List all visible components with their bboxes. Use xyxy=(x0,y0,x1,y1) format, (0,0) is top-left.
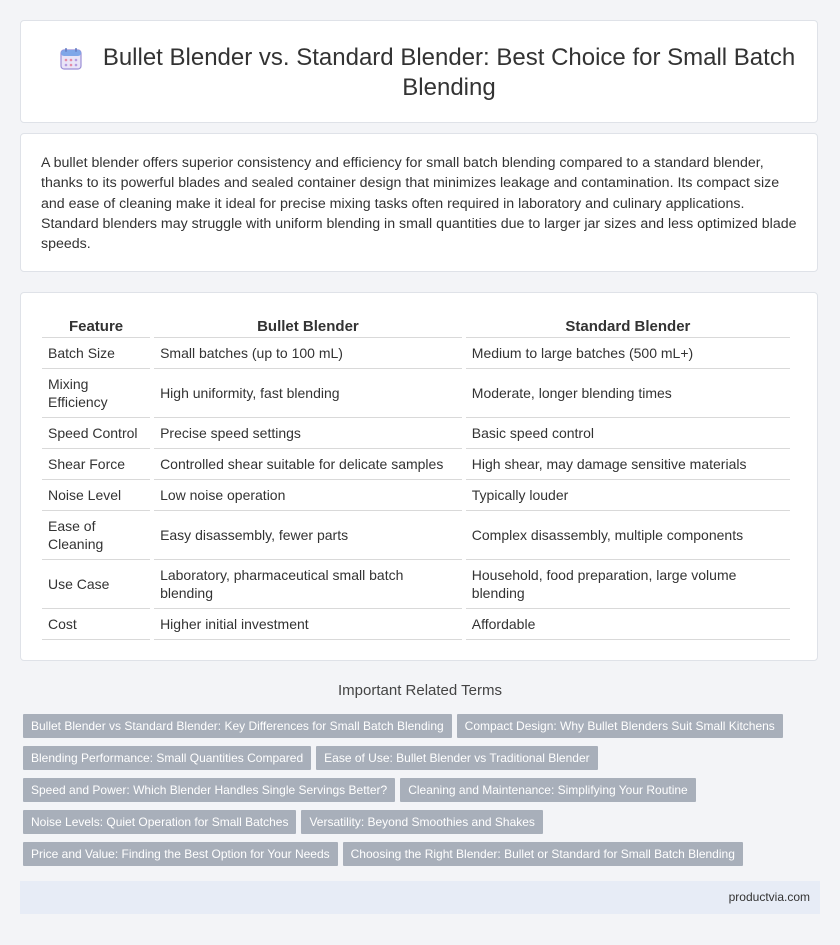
related-terms-title: Important Related Terms xyxy=(338,682,502,699)
comparison-table xyxy=(38,316,794,640)
footer-site-link[interactable]: productvia.com xyxy=(728,890,810,904)
standard-cell: Complex disassembly, multiple components xyxy=(466,511,790,560)
table-row xyxy=(42,338,790,369)
title-card xyxy=(20,20,818,123)
calendar-icon xyxy=(59,47,83,71)
feature-cell: Ease of Cleaning xyxy=(42,511,150,560)
table-row xyxy=(42,449,790,480)
bullet-cell: Controlled shear suitable for delicate samples xyxy=(154,449,462,480)
bullet-cell: Laboratory, pharmaceutical small batch blending xyxy=(154,560,462,609)
related-tag[interactable]: Cleaning and Maintenance: Simplifying Your Routine xyxy=(400,778,696,802)
table-row xyxy=(42,480,790,511)
bullet-cell: Precise speed settings xyxy=(154,418,462,449)
feature-cell: Shear Force xyxy=(42,449,150,480)
standard-cell: Typically louder xyxy=(466,480,790,511)
bullet-cell: High uniformity, fast blending xyxy=(154,369,462,418)
footer xyxy=(20,881,820,914)
table-row xyxy=(42,369,790,418)
page-title: Bullet Blender vs. Standard Blender: Best Choice for Small Batch Blending xyxy=(102,44,796,101)
related-tag[interactable]: Bullet Blender vs Standard Blender: Key Differences for Small Batch Blending xyxy=(23,714,452,738)
feature-cell: Noise Level xyxy=(42,480,150,511)
related-terms-tags xyxy=(23,714,803,874)
standard-cell: Basic speed control xyxy=(466,418,790,449)
standard-cell: High shear, may damage sensitive materials xyxy=(466,449,790,480)
feature-cell: Mixing Efficiency xyxy=(42,369,150,418)
related-tag[interactable]: Noise Levels: Quiet Operation for Small Batches xyxy=(23,810,296,834)
header-standard-blender: Standard Blender xyxy=(466,316,790,338)
bullet-cell: Easy disassembly, fewer parts xyxy=(154,511,462,560)
header-bullet-blender: Bullet Blender xyxy=(154,316,462,338)
related-tag[interactable]: Ease of Use: Bullet Blender vs Traditional Blender xyxy=(316,746,597,770)
table-row xyxy=(42,609,790,640)
standard-cell: Household, food preparation, large volume blending xyxy=(466,560,790,609)
intro-paragraph: A bullet blender offers superior consistency and efficiency for small batch blending compared to a standard blender, thanks to its powerful blades and sealed container design that minimizes leakage and contamination. Its compact size and ease of cleaning make it ideal for precise mixing tasks often required in laboratory and culinary applications. Standard blenders may struggle with uniform blending in small quantities due to larger jar sizes and less optimized blade speeds. xyxy=(41,155,797,253)
bullet-cell: Higher initial investment xyxy=(154,609,462,640)
standard-cell: Moderate, longer blending times xyxy=(466,369,790,418)
table-row xyxy=(42,511,790,560)
related-tag[interactable]: Price and Value: Finding the Best Option for Your Needs xyxy=(23,842,338,866)
table-row xyxy=(42,560,790,609)
bullet-cell: Low noise operation xyxy=(154,480,462,511)
related-tag[interactable]: Speed and Power: Which Blender Handles Single Servings Better? xyxy=(23,778,395,802)
related-tag[interactable]: Blending Performance: Small Quantities Compared xyxy=(23,746,311,770)
standard-cell: Medium to large batches (500 mL+) xyxy=(466,338,790,369)
related-tag[interactable]: Compact Design: Why Bullet Blenders Suit Small Kitchens xyxy=(457,714,783,738)
comparison-card xyxy=(20,292,818,661)
related-tag[interactable]: Choosing the Right Blender: Bullet or Standard for Small Batch Blending xyxy=(343,842,743,866)
feature-cell: Use Case xyxy=(42,560,150,609)
feature-cell: Speed Control xyxy=(42,418,150,449)
intro-card xyxy=(20,133,818,272)
table-row xyxy=(42,418,790,449)
feature-cell: Cost xyxy=(42,609,150,640)
standard-cell: Affordable xyxy=(466,609,790,640)
bullet-cell: Small batches (up to 100 mL) xyxy=(154,338,462,369)
feature-cell: Batch Size xyxy=(42,338,150,369)
related-tag[interactable]: Versatility: Beyond Smoothies and Shakes xyxy=(301,810,542,834)
header-feature: Feature xyxy=(42,316,150,338)
